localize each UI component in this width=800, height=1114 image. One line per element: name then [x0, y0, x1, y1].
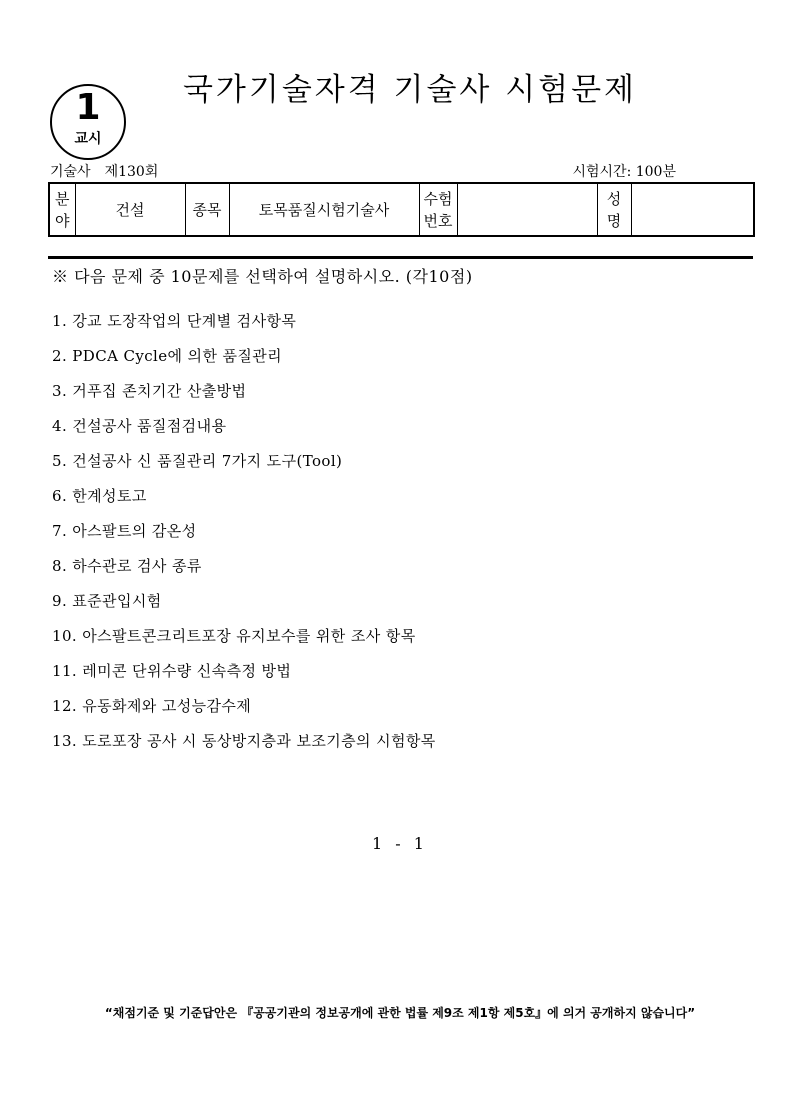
- question-item: 1. 강교 도장작업의 단계별 검사항목: [52, 312, 297, 330]
- type-label: 종목: [185, 183, 229, 236]
- session-label: 교시: [74, 131, 102, 147]
- question-item: 9. 표준관입시험: [52, 592, 162, 610]
- question-list: [52, 310, 436, 765]
- question-item: 12. 유동화제와 고성능감수제: [52, 697, 252, 715]
- question-item: 2. PDCA Cycle에 의한 품질관리: [52, 347, 283, 365]
- instruction: ※ 다음 문제 중 10문제를 선택하여 설명하시오. (각10점): [52, 267, 473, 286]
- divider: [48, 256, 753, 259]
- name-field[interactable]: [631, 183, 754, 236]
- exam-round: 제130회: [104, 164, 159, 180]
- question-item: 10. 아스팔트콘크리트포장 유지보수를 위한 조사 항목: [52, 627, 416, 645]
- field-value: 건설: [75, 183, 185, 236]
- session-badge: [50, 84, 126, 160]
- exam-meta: [50, 163, 158, 181]
- question-item: 6. 한계성토고: [52, 487, 147, 505]
- question-item: 4. 건설공사 품질점검내용: [52, 417, 227, 435]
- question-item: 11. 레미콘 단위수량 신속측정 방법: [52, 662, 292, 680]
- type-value: 토목품질시험기술사: [229, 183, 419, 236]
- question-item: 13. 도로포장 공사 시 동상방지층과 보조기층의 시험항목: [52, 732, 436, 750]
- exam-time: 시험시간: 100분: [572, 164, 676, 180]
- exam-number-field[interactable]: [457, 183, 597, 236]
- question-item: 5. 건설공사 신 품질관리 7가지 도구(Tool): [52, 452, 343, 470]
- session-number: 1: [75, 87, 101, 128]
- name-label: 성 명: [597, 183, 631, 236]
- field-label: 분 야: [49, 183, 75, 236]
- exam-category: 기술사: [50, 164, 91, 180]
- candidate-info-table: [48, 182, 755, 237]
- exam-title: 국가기술자격 기술사 시험문제: [182, 72, 637, 108]
- footer-notice: “채점기준 및 기준답안은 『공공기관의 정보공개에 관한 법률 제9조 제1항 제5호』에 의거 공개하지 않습니다”: [104, 1006, 696, 1020]
- question-item: 3. 거푸집 존치기간 산출방법: [52, 382, 247, 400]
- question-item: 7. 아스팔트의 감온성: [52, 522, 197, 540]
- exam-number-label: 수험 번호: [419, 183, 457, 236]
- question-item: 8. 하수관로 검사 종류: [52, 557, 202, 575]
- page-number: 1 - 1: [372, 834, 428, 853]
